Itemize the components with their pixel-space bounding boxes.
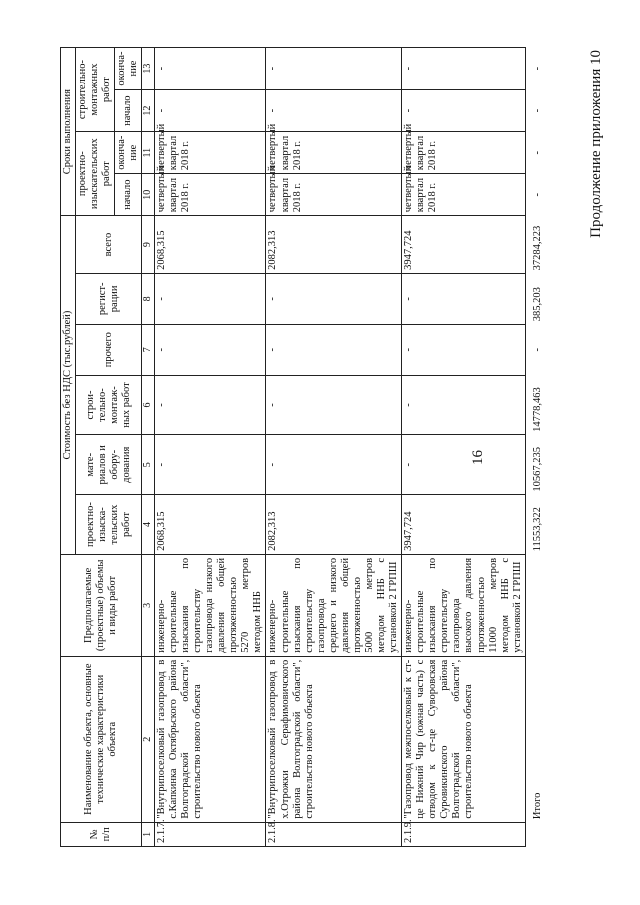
row-num: 2.1.7. bbox=[154, 822, 266, 846]
row-design-start: четвертый квартал 2018 г. bbox=[402, 174, 526, 216]
row-other: - bbox=[402, 324, 526, 375]
header-materials: мате-риалов и обору-дования bbox=[76, 435, 142, 495]
row-design-end: четвертый квартал 2018 г. bbox=[154, 132, 266, 174]
works-table bbox=[60, 47, 545, 847]
column-number: 8 bbox=[142, 273, 155, 324]
row-design-end: четвертый квартал 2018 г. bbox=[402, 132, 526, 174]
header-registration: регист-рации bbox=[76, 273, 142, 324]
table-row bbox=[402, 48, 526, 847]
column-number: 9 bbox=[142, 216, 155, 274]
header-start: начало bbox=[115, 174, 142, 216]
total-construction-start: - bbox=[531, 108, 543, 113]
row-total: 2082,313 bbox=[266, 216, 402, 274]
total-design-end: - bbox=[531, 150, 543, 155]
row-design-start: четвертый квартал 2018 г. bbox=[154, 174, 266, 216]
row-materials: - bbox=[154, 435, 266, 495]
total-design: 11553,322 bbox=[531, 507, 543, 552]
column-number: 13 bbox=[142, 48, 155, 90]
row-design: 2068,315 bbox=[154, 495, 266, 555]
column-number: 7 bbox=[142, 324, 155, 375]
row-num: 2.1.8. bbox=[266, 822, 402, 846]
page-number: 16 bbox=[470, 450, 486, 465]
total-materials: 10567,235 bbox=[531, 447, 543, 492]
header-terms-design: проектно-изыскательских работ bbox=[76, 132, 115, 216]
total-construction: 14778,463 bbox=[531, 387, 543, 432]
row-design-end: четвертый квартал 2018 г. bbox=[266, 132, 402, 174]
column-number: 2 bbox=[142, 656, 155, 822]
row-design: 3947,724 bbox=[402, 495, 526, 555]
column-number: 12 bbox=[142, 90, 155, 132]
column-number: 10 bbox=[142, 174, 155, 216]
row-registration: - bbox=[154, 273, 266, 324]
header-total: всего bbox=[76, 216, 142, 274]
column-number: 3 bbox=[142, 554, 155, 656]
header-name: Наименование объекта, основные технические характеристики объекта bbox=[61, 656, 142, 822]
total-other: - bbox=[531, 347, 543, 352]
table-row bbox=[154, 48, 266, 847]
row-construction-end: - bbox=[154, 48, 266, 90]
row-works: инженерно-строительные изыскания по строительству газопровода низкого давления общей протяженностью 5270 метров методом ННБ bbox=[154, 554, 266, 656]
column-number: 5 bbox=[142, 435, 155, 495]
header-num: № п/п bbox=[61, 822, 142, 846]
header-end: оконча-ние bbox=[115, 132, 142, 174]
row-other: - bbox=[266, 324, 402, 375]
header-works: Предполагаемые (проектные) объемы и виды работ bbox=[61, 554, 142, 656]
header-start: начало bbox=[115, 90, 142, 132]
row-registration: - bbox=[266, 273, 402, 324]
total-label: Итого bbox=[531, 792, 543, 820]
total-design-start: - bbox=[531, 192, 543, 197]
row-registration: - bbox=[402, 273, 526, 324]
continuation-title: Продолжение приложения 10 bbox=[588, 50, 604, 238]
row-construction-start: - bbox=[154, 90, 266, 132]
row-other: - bbox=[154, 324, 266, 375]
row-construction-end: - bbox=[266, 48, 402, 90]
row-construction-start: - bbox=[402, 90, 526, 132]
row-total: 3947,724 bbox=[402, 216, 526, 274]
column-number: 4 bbox=[142, 495, 155, 555]
row-name: "Внутрипоселковый газопровод в с.Капкинка Октябрьского района Волгоградской области", строительство нового объекта bbox=[154, 656, 266, 822]
row-num: 2.1.9. bbox=[402, 822, 526, 846]
row-design: 2082,313 bbox=[266, 495, 402, 555]
row-materials: - bbox=[266, 435, 402, 495]
row-construction-end: - bbox=[402, 48, 526, 90]
row-works: инженерно-строительные изыскания по строительству газопровода среднего и низкого давления общей протяженностью 5000 метров методом ННБ с установкой 2 ГРПШ bbox=[266, 554, 402, 656]
header-terms-group: Сроки выполнения bbox=[61, 48, 76, 216]
total-construction-end: - bbox=[531, 66, 543, 71]
total-registration: 385,203 bbox=[531, 287, 543, 322]
header-terms-construction: строительно-монтажных работ bbox=[76, 48, 115, 132]
header-end: оконча-ние bbox=[115, 48, 142, 90]
row-name: "Газопровод межпоселковый к ст-це Нижний Чир (южная часть) с отводом к ст-це Суворовская Суровикинского района Волгоградской области", строительство нового объекта bbox=[402, 656, 526, 822]
row-name: "Внутрипоселковый газопровод в х.Отрожки Серафимовичского района Волгоградской области", строительство нового объекта bbox=[266, 656, 402, 822]
column-number: 1 bbox=[142, 822, 155, 846]
header-other: прочего bbox=[76, 324, 142, 375]
row-works: инженерно-строительные изыскания по строительству газопровода высокого давления протяженностью 11000 метров методом ННБ с установкой 2 ГРПШ bbox=[402, 554, 526, 656]
header-construction: строи-тельно-монтаж-ных работ bbox=[76, 375, 142, 435]
table-row bbox=[266, 48, 402, 847]
header-design: проектно-изыска-тельских работ bbox=[76, 495, 142, 555]
row-design-start: четвертый квартал 2018 г. bbox=[266, 174, 402, 216]
total-total: 37284,223 bbox=[531, 225, 543, 271]
column-number: 11 bbox=[142, 132, 155, 174]
row-materials: - bbox=[402, 435, 526, 495]
row-total: 2068,315 bbox=[154, 216, 266, 274]
row-construction-start: - bbox=[266, 90, 402, 132]
row-construction: - bbox=[266, 375, 402, 435]
header-cost-group: Стоимость без НДС (тыс.рублей) bbox=[61, 216, 76, 555]
column-number: 6 bbox=[142, 375, 155, 435]
row-construction: - bbox=[154, 375, 266, 435]
row-construction: - bbox=[402, 375, 526, 435]
total-row bbox=[525, 48, 545, 847]
